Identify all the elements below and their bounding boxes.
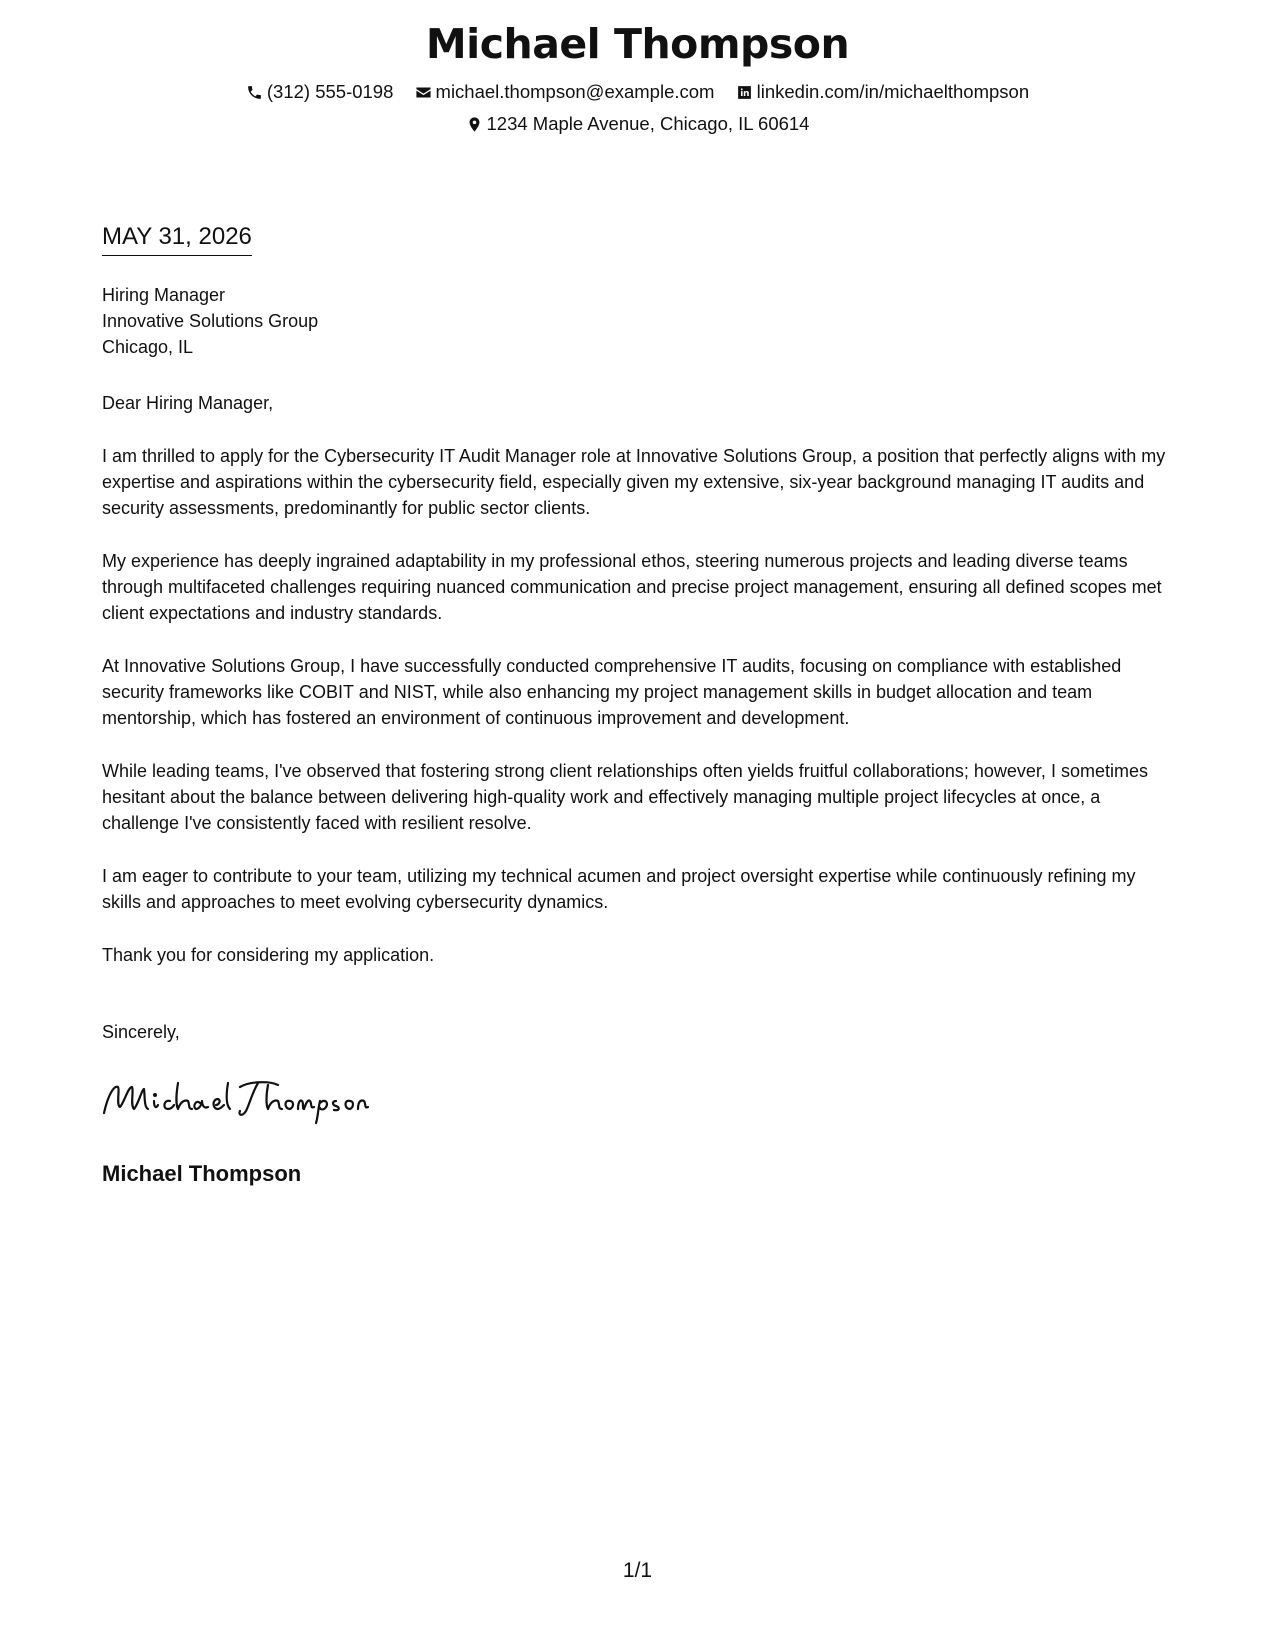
phone-icon bbox=[246, 84, 263, 101]
salutation: Dear Hiring Manager, bbox=[102, 393, 274, 413]
body-paragraph: While leading teams, I've observed that fostering strong client relationships often yields fruitful collaborations; however, I sometimes hesitant about the balance between delivering high-quality work and effectively managing multiple project lifecycles at once, a challenge I've consistently faced with resilient resolve. bbox=[102, 761, 1148, 833]
applicant-name: Michael Thompson bbox=[425, 20, 850, 68]
recipient-title: Hiring Manager bbox=[102, 285, 226, 305]
thanks-line: Thank you for considering my application. bbox=[102, 945, 435, 965]
linkedin-contact[interactable] bbox=[736, 80, 1030, 104]
recipient-block bbox=[102, 282, 1177, 360]
recipient-company: Innovative Solutions Group bbox=[102, 311, 319, 331]
linkedin-icon bbox=[736, 84, 753, 101]
email-text[interactable]: michael.thompson@example.com bbox=[435, 81, 715, 102]
letter-date: MAY 31, 2026 bbox=[102, 222, 252, 256]
body-paragraph: I am eager to contribute to your team, utilizing my technical acumen and project oversight expertise while continuously refining my skills and approaches to meet evolving cybersecurity dynamics. bbox=[102, 866, 1136, 912]
closing-line: Sincerely, bbox=[102, 1022, 180, 1042]
contact-line bbox=[0, 80, 1275, 107]
envelope-icon bbox=[415, 84, 432, 101]
page-number: 1/1 bbox=[622, 1559, 653, 1582]
phone-contact bbox=[246, 80, 394, 104]
recipient-location: Chicago, IL bbox=[102, 337, 194, 357]
body-paragraph: At Innovative Solutions Group, I have successfully conducted comprehensive IT audits, focusing on compliance with established security frameworks like COBIT and NIST, while also enhancing my project management skills in budget allocation and team mentorship, which has fostered an environment of continuous improvement and development. bbox=[102, 656, 1122, 728]
address-line bbox=[0, 112, 1275, 139]
body-paragraph: I am thrilled to apply for the Cybersecurity IT Audit Manager role at Innovative Solutions Group, a position that perfectly aligns with my expertise and aspirations within the cybersecurity field, especially given my extensive, six-year background managing IT audits and security assessments, predominantly for public sector clients. bbox=[102, 446, 1166, 518]
handwritten-signature bbox=[100, 1075, 370, 1125]
body-paragraph: My experience has deeply ingrained adaptability in my professional ethos, steering numerous projects and leading diverse teams through multifaceted challenges requiring nuanced communication and precise project management, ensuring all defined scopes met client expectations and industry standards. bbox=[102, 551, 1162, 623]
email-contact[interactable] bbox=[415, 80, 715, 104]
address-contact bbox=[466, 112, 810, 136]
linkedin-text[interactable]: linkedin.com/in/michaelthompson bbox=[756, 81, 1030, 102]
map-pin-icon bbox=[466, 116, 483, 133]
address-text: 1234 Maple Avenue, Chicago, IL 60614 bbox=[486, 113, 810, 134]
signed-name: Michael Thompson bbox=[102, 1161, 302, 1186]
phone-text: (312) 555-0198 bbox=[266, 81, 394, 102]
